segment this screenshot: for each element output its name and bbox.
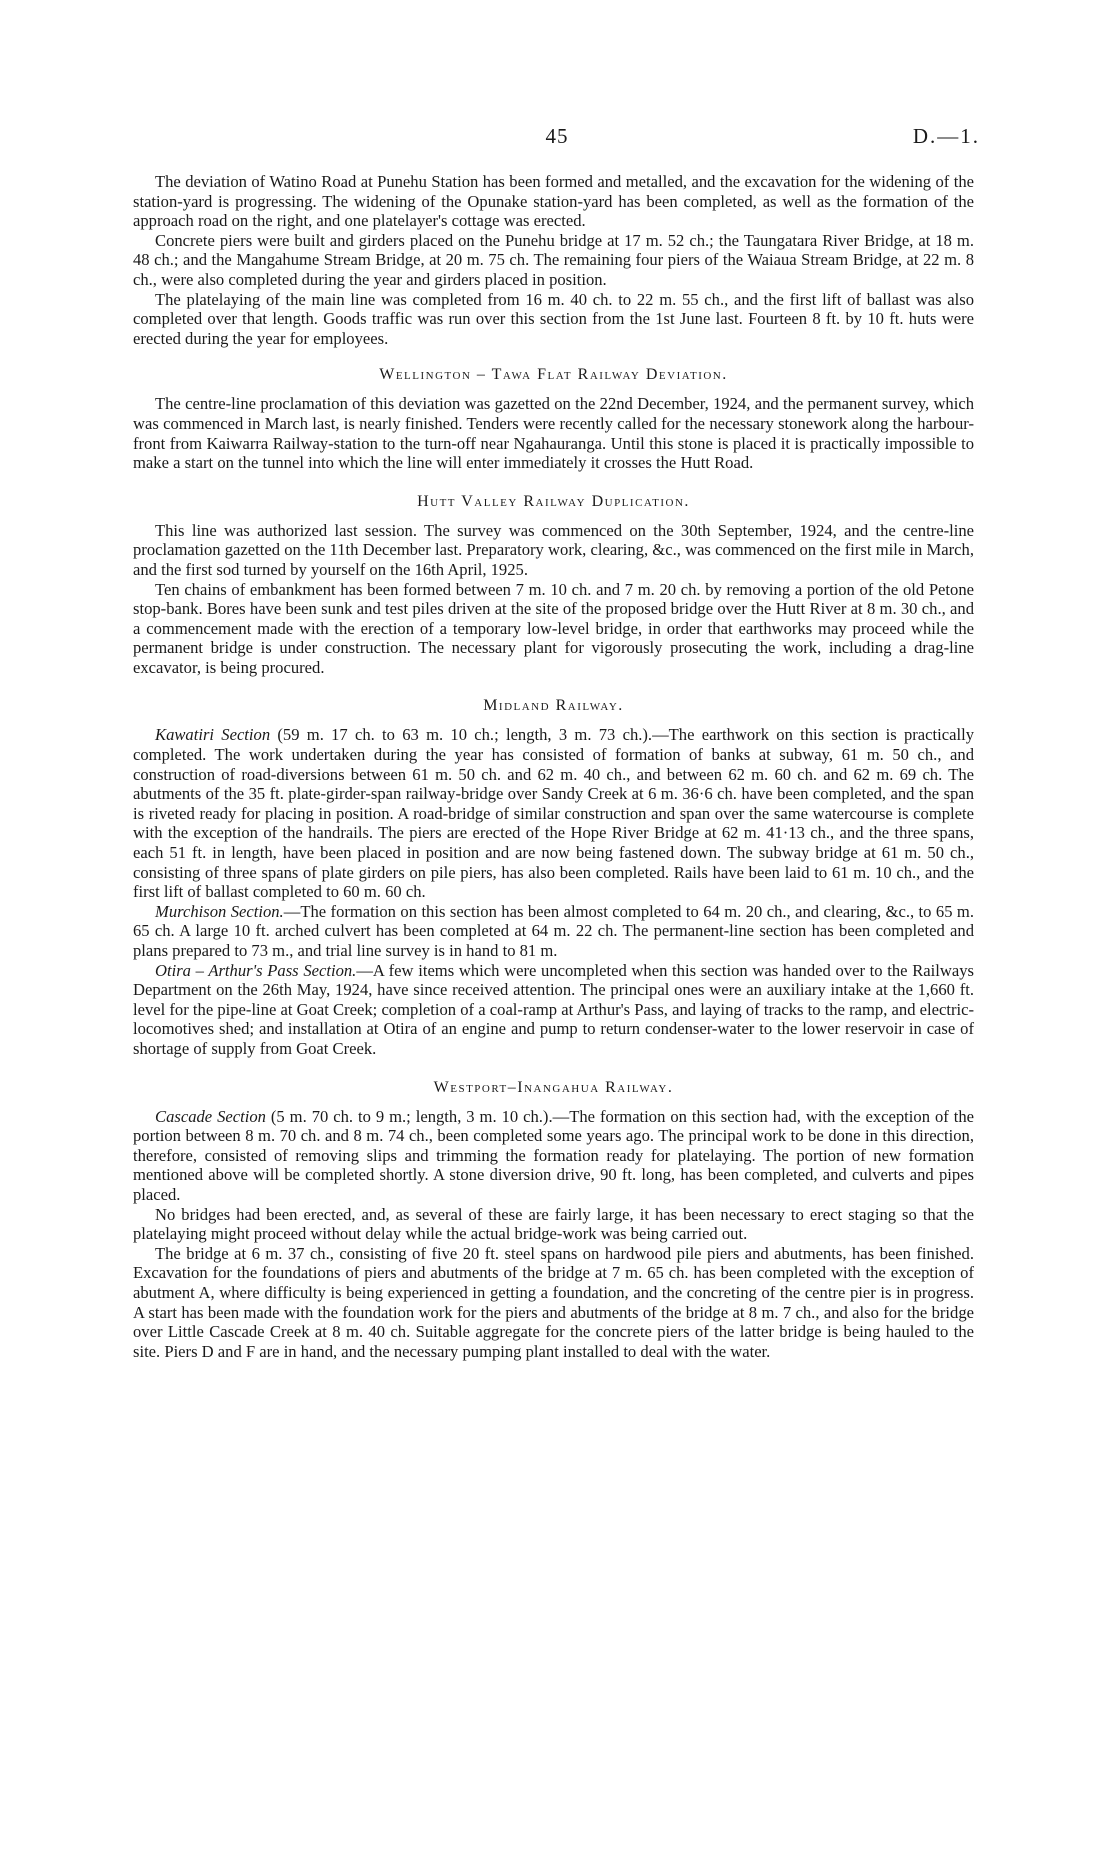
paragraph: This line was authorized last session. The survey was commenced on the 30th September, 1924, and the centre-line proclamation gazetted on the 11th December last. Preparatory work, clearing, &c., was commenced on the first mile in March, and the first sod turned by yourself on the 16th April, 1925. bbox=[133, 520, 974, 579]
subsection-title: Kawatiri Section bbox=[155, 725, 271, 745]
paragraph: The platelaying of the main line was completed from 16 m. 40 ch. to 22 m. 55 ch., and the first lift of ballast was also completed over that length. Goods traffic was run over this section from the 1st June last. Fourteen 8 ft. by 10 ft. huts were erected during the year for employees. bbox=[133, 289, 974, 348]
section-heading-midland: Midland Railway. bbox=[483, 697, 624, 715]
document-reference: D.—1. bbox=[912, 124, 980, 148]
subsection-title: Cascade Section bbox=[155, 1106, 266, 1126]
paragraph: No bridges had been erected, and, as several of these are fairly large, it has been necessary to erect staging so that the platelaying might proceed without delay while the actual bridge-work was being carried out. bbox=[133, 1204, 974, 1244]
paragraph: Ten chains of embankment has been formed between 7 m. 10 ch. and 7 m. 20 ch. by removing a portion of the old Petone stop-bank. Bores have been sunk and test piles driven at the site of the proposed bridge over the Hutt River at 8 m. 30 ch., and a commencement made with the erection of a temporary low-level bridge, in order that earthworks may proceed while the permanent bridge is under construction. The necessary plant for vigorously prosecuting the work, including a drag-line excavator, is being procured. bbox=[133, 579, 974, 677]
section-heading-westport: Westport–Inangahua Railway. bbox=[433, 1078, 674, 1096]
section-heading-wellington: Wellington – Tawa Flat Railway Deviation. bbox=[379, 366, 728, 384]
page-number: 45 bbox=[545, 124, 569, 148]
paragraph-text: —A few items which were uncompleted when this section was handed over to the Railways Department on the 26th May, 1924, have since received attention. The principal ones were an auxiliary intake at the 1,660 ft. level for the pipe-line at Goat Creek; completion of a coal-ramp at Arthur's Pass, and laying of tracks to the ramp, and electric-locomotives shed; and installation at Otira of an engine and pump to return condenser-water to the lower reservoir in case of shortage of supply from Goat Creek. bbox=[133, 960, 974, 1058]
paragraph: The bridge at 6 m. 37 ch., consisting of five 20 ft. steel spans on hardwood pile piers and abutments, has been finished. Excavation for the foundations of piers and abutments of the bridge at 7 m. 65 ch. has been completed with the exception of abutment A, where difficulty is being experienced in getting a foundation, and the concreting of the centre pier is in progress. A start has been made with the foundation work for the piers and abutments of the bridge at 8 m. 7 ch., and also for the bridge over Little Cascade Creek at 8 m. 40 ch. Suitable aggregate for the concrete piers of the latter bridge is being hauled to the site. Piers D and F are in hand, and the necessary pumping plant installed to deal with the water. bbox=[133, 1243, 974, 1361]
paragraph: The centre-line proclamation of this deviation was gazetted on the 22nd December, 1924, and the permanent survey, which was commenced in March last, is nearly finished. Tenders were recently called for the necessary stonework along the harbour-front from Kaiwarra Railway-station to the turn-off near Ngahauranga. Until this stone is placed it is practically impossible to make a start on the tunnel into which the line will enter immediately it crosses the Hutt Road. bbox=[133, 394, 974, 473]
paragraph-cascade bbox=[133, 1107, 974, 1205]
section-heading-hutt-valley: Hutt Valley Railway Duplication. bbox=[417, 492, 690, 510]
document-body bbox=[133, 172, 974, 1361]
paragraph-text: —The formation on this section has been almost completed to 64 m. 20 ch., and clearing, &c., to 65 m. 65 ch. A large 10 ft. arched culvert has been completed at 64 m. 22 ch. The permanent-line section has been completed and plans prepared to 73 m., and trial line survey is in hand to 81 m. bbox=[133, 901, 974, 960]
subsection-title: Otira – Arthur's Pass Section. bbox=[155, 960, 357, 980]
paragraph-otira bbox=[133, 961, 974, 1059]
paragraph-murchison bbox=[133, 902, 974, 961]
paragraph-kawatiri bbox=[133, 725, 974, 901]
paragraph: The deviation of Watino Road at Punehu Station has been formed and metalled, and the excavation for the widening of the station-yard is progressing. The widening of the Opunake station-yard has been completed, as well as the formation of the approach road on the right, and one platelayer's cottage was erected. bbox=[133, 172, 974, 231]
paragraph: Concrete piers were built and girders placed on the Punehu bridge at 17 m. 52 ch.; the Taungatara River Bridge, at 18 m. 48 ch.; and the Mangahume Stream Bridge, at 20 m. 75 ch. The remaining four piers of the Waiaua Stream Bridge, at 22 m. 8 ch., were also completed during the year and girders placed in position. bbox=[133, 230, 974, 289]
subsection-title: Murchison Section. bbox=[155, 901, 284, 921]
paragraph-text: (5 m. 70 ch. to 9 m.; length, 3 m. 10 ch.).—The formation on this section had, with the exception of the portion between 8 m. 70 ch. and 8 m. 74 ch., been completed some years ago. The principal work to be done in this direction, therefore, consisted of removing slips and trimming the formation ready for platelaying. The portion of new formation mentioned above will be completed shortly. A stone diversion drive, 90 ft. long, has been completed, and culverts and pipes placed. bbox=[133, 1106, 974, 1204]
paragraph-text: (59 m. 17 ch. to 63 m. 10 ch.; length, 3 m. 73 ch.).—The earthwork on this section is practically completed. The work undertaken during the year has consisted of formation of banks at subway, 61 m. 50 ch., and construction of road-diversions between 61 m. 50 ch. and 62 m. 40 ch., and between 62 m. 60 ch. and 62 m. 69 ch. The abutments of the 35 ft. plate-girder-span railway-bridge over Sandy Creek at 6 m. 36·6 ch. have been completed, and the span is riveted ready for placing in position. A road-bridge of similar construction and span over the same watercourse is complete with the exception of the handrails. The piers are erected of the Hope River Bridge at 62 m. 41·13 ch., and the three spans, each 51 ft. in length, have been placed in position and are now being fastened down. The subway bridge at 61 m. 50 ch., consisting of three spans of plate girders on pile piers, has also been completed. Rails have been laid to 61 m. 10 ch., and the first lift of ballast completed to 60 m. 60 ch. bbox=[133, 725, 974, 902]
